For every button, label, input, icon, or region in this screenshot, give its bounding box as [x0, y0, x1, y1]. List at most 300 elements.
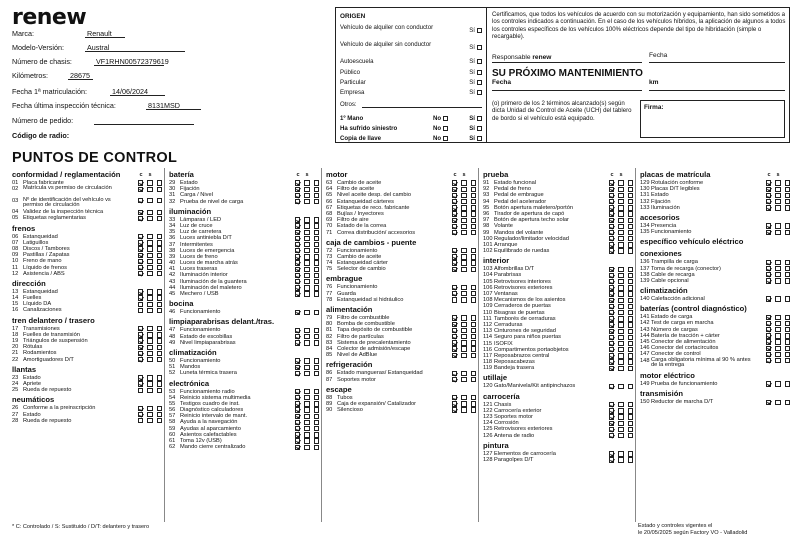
controlled-checkbox[interactable] — [138, 326, 143, 331]
extra-checkbox[interactable] — [628, 291, 633, 296]
substituted-checkbox[interactable] — [461, 322, 466, 327]
extra-checkbox[interactable] — [628, 193, 633, 198]
substituted-checkbox[interactable] — [461, 218, 466, 223]
controlled-checkbox[interactable] — [609, 310, 614, 315]
substituted-checkbox[interactable] — [775, 205, 780, 210]
substituted-checkbox[interactable] — [618, 433, 623, 438]
controlled-checkbox[interactable] — [609, 414, 614, 419]
extra-checkbox[interactable] — [471, 353, 476, 358]
controlled-checkbox[interactable] — [609, 291, 614, 296]
checkbox[interactable] — [477, 80, 482, 85]
controlled-checkbox[interactable] — [452, 322, 457, 327]
controlled-checkbox[interactable] — [766, 315, 771, 320]
extra-checkbox[interactable] — [314, 358, 319, 363]
origin-yes-option[interactable]: Sí — [469, 44, 482, 51]
controlled-checkbox[interactable] — [138, 187, 143, 192]
substituted-checkbox[interactable] — [147, 418, 152, 423]
extra-checkbox[interactable] — [314, 334, 319, 339]
substituted-checkbox[interactable] — [304, 285, 309, 290]
extra-checkbox[interactable] — [314, 242, 319, 247]
substituted-checkbox[interactable] — [461, 248, 466, 253]
controlled-checkbox[interactable] — [609, 236, 614, 241]
substituted-checkbox[interactable] — [461, 340, 466, 345]
extra-checkbox[interactable] — [314, 254, 319, 259]
controlled-checkbox[interactable] — [766, 327, 771, 332]
controlled-checkbox[interactable] — [138, 375, 143, 380]
extra-checkbox[interactable] — [785, 352, 790, 357]
substituted-checkbox[interactable] — [618, 273, 623, 278]
controlled-checkbox[interactable] — [295, 279, 300, 284]
extra-checkbox[interactable] — [471, 395, 476, 400]
no-option[interactable]: No — [433, 125, 448, 132]
substituted-checkbox[interactable] — [147, 302, 152, 307]
controlled-checkbox[interactable] — [295, 371, 300, 376]
extra-checkbox[interactable] — [471, 328, 476, 333]
extra-checkbox[interactable] — [785, 327, 790, 332]
substituted-checkbox[interactable] — [461, 346, 466, 351]
substituted-checkbox[interactable] — [304, 279, 309, 284]
controlled-checkbox[interactable] — [138, 295, 143, 300]
controlled-checkbox[interactable] — [609, 211, 614, 216]
controlled-checkbox[interactable] — [138, 381, 143, 386]
substituted-checkbox[interactable] — [147, 375, 152, 380]
controlled-checkbox[interactable] — [766, 260, 771, 265]
substituted-checkbox[interactable] — [461, 199, 466, 204]
extra-checkbox[interactable] — [785, 230, 790, 235]
substituted-checkbox[interactable] — [304, 273, 309, 278]
extra-checkbox[interactable] — [157, 326, 162, 331]
extra-checkbox[interactable] — [157, 265, 162, 270]
extra-checkbox[interactable] — [314, 260, 319, 265]
checkbox[interactable] — [477, 28, 482, 33]
substituted-checkbox[interactable] — [775, 278, 780, 283]
extra-checkbox[interactable] — [785, 266, 790, 271]
substituted-checkbox[interactable] — [461, 353, 466, 358]
substituted-checkbox[interactable] — [775, 333, 780, 338]
substituted-checkbox[interactable] — [775, 327, 780, 332]
controlled-checkbox[interactable] — [295, 187, 300, 192]
extra-checkbox[interactable] — [471, 315, 476, 320]
controlled-checkbox[interactable] — [138, 259, 143, 264]
extra-checkbox[interactable] — [157, 271, 162, 276]
controlled-checkbox[interactable] — [138, 289, 143, 294]
extra-checkbox[interactable] — [785, 205, 790, 210]
extra-checkbox[interactable] — [157, 381, 162, 386]
controlled-checkbox[interactable] — [138, 302, 143, 307]
substituted-checkbox[interactable] — [618, 304, 623, 309]
field-value[interactable]: Renault — [87, 29, 112, 38]
extra-checkbox[interactable] — [471, 230, 476, 235]
controlled-checkbox[interactable] — [138, 265, 143, 270]
controlled-checkbox[interactable] — [295, 217, 300, 222]
controlled-checkbox[interactable] — [609, 421, 614, 426]
extra-checkbox[interactable] — [314, 432, 319, 437]
controlled-checkbox[interactable] — [609, 304, 614, 309]
controlled-checkbox[interactable] — [609, 273, 614, 278]
substituted-checkbox[interactable] — [304, 236, 309, 241]
substituted-checkbox[interactable] — [304, 334, 309, 339]
substituted-checkbox[interactable] — [147, 259, 152, 264]
extra-checkbox[interactable] — [785, 315, 790, 320]
extra-checkbox[interactable] — [628, 199, 633, 204]
substituted-checkbox[interactable] — [461, 291, 466, 296]
controlled-checkbox[interactable] — [766, 278, 771, 283]
substituted-checkbox[interactable] — [461, 193, 466, 198]
field-value[interactable]: 14/06/2024 — [112, 87, 148, 96]
controlled-checkbox[interactable] — [609, 359, 614, 364]
controlled-checkbox[interactable] — [609, 427, 614, 432]
substituted-checkbox[interactable] — [147, 253, 152, 258]
controlled-checkbox[interactable] — [295, 365, 300, 370]
checkbox[interactable] — [477, 45, 482, 50]
extra-checkbox[interactable] — [471, 377, 476, 382]
field-value[interactable]: VF1RHN00572379619 — [96, 57, 169, 66]
extra-checkbox[interactable] — [157, 375, 162, 380]
extra-checkbox[interactable] — [628, 205, 633, 210]
substituted-checkbox[interactable] — [147, 406, 152, 411]
substituted-checkbox[interactable] — [618, 341, 623, 346]
extra-checkbox[interactable] — [785, 381, 790, 386]
controlled-checkbox[interactable] — [452, 187, 457, 192]
checkbox[interactable] — [477, 136, 482, 141]
controlled-checkbox[interactable] — [295, 223, 300, 228]
substituted-checkbox[interactable] — [618, 285, 623, 290]
extra-checkbox[interactable] — [628, 211, 633, 216]
substituted-checkbox[interactable] — [304, 328, 309, 333]
substituted-checkbox[interactable] — [461, 260, 466, 265]
controlled-checkbox[interactable] — [452, 377, 457, 382]
substituted-checkbox[interactable] — [775, 260, 780, 265]
origin-yes-option[interactable]: Sí — [469, 69, 482, 76]
extra-checkbox[interactable] — [314, 267, 319, 272]
substituted-checkbox[interactable] — [304, 267, 309, 272]
extra-checkbox[interactable] — [157, 345, 162, 350]
substituted-checkbox[interactable] — [147, 216, 152, 221]
extra-checkbox[interactable] — [314, 371, 319, 376]
controlled-checkbox[interactable] — [295, 420, 300, 425]
substituted-checkbox[interactable] — [147, 246, 152, 251]
substituted-checkbox[interactable] — [618, 316, 623, 321]
controlled-checkbox[interactable] — [609, 402, 614, 407]
substituted-checkbox[interactable] — [304, 340, 309, 345]
controlled-checkbox[interactable] — [609, 408, 614, 413]
controlled-checkbox[interactable] — [452, 267, 457, 272]
extra-checkbox[interactable] — [785, 339, 790, 344]
extra-checkbox[interactable] — [471, 407, 476, 412]
controlled-checkbox[interactable] — [295, 285, 300, 290]
controlled-checkbox[interactable] — [295, 389, 300, 394]
extra-checkbox[interactable] — [785, 400, 790, 405]
controlled-checkbox[interactable] — [295, 267, 300, 272]
controlled-checkbox[interactable] — [138, 418, 143, 423]
checkbox[interactable] — [443, 116, 448, 121]
extra-checkbox[interactable] — [314, 445, 319, 450]
extra-checkbox[interactable] — [628, 457, 633, 462]
extra-checkbox[interactable] — [628, 224, 633, 229]
extra-checkbox[interactable] — [471, 297, 476, 302]
controlled-checkbox[interactable] — [452, 248, 457, 253]
extra-checkbox[interactable] — [785, 272, 790, 277]
controlled-checkbox[interactable] — [609, 451, 614, 456]
substituted-checkbox[interactable] — [618, 408, 623, 413]
substituted-checkbox[interactable] — [147, 295, 152, 300]
substituted-checkbox[interactable] — [775, 358, 780, 363]
extra-checkbox[interactable] — [157, 198, 162, 203]
extra-checkbox[interactable] — [628, 279, 633, 284]
controlled-checkbox[interactable] — [138, 357, 143, 362]
substituted-checkbox[interactable] — [461, 187, 466, 192]
extra-checkbox[interactable] — [314, 180, 319, 185]
origin-yes-option[interactable]: Sí — [469, 27, 482, 34]
substituted-checkbox[interactable] — [147, 338, 152, 343]
extra-checkbox[interactable] — [471, 205, 476, 210]
extra-checkbox[interactable] — [785, 199, 790, 204]
extra-checkbox[interactable] — [157, 338, 162, 343]
controlled-checkbox[interactable] — [452, 315, 457, 320]
substituted-checkbox[interactable] — [775, 296, 780, 301]
controlled-checkbox[interactable] — [138, 351, 143, 356]
substituted-checkbox[interactable] — [147, 210, 152, 215]
extra-checkbox[interactable] — [471, 340, 476, 345]
controlled-checkbox[interactable] — [609, 224, 614, 229]
extra-checkbox[interactable] — [314, 285, 319, 290]
controlled-checkbox[interactable] — [295, 199, 300, 204]
controlled-checkbox[interactable] — [295, 407, 300, 412]
yes-option[interactable]: Sí — [469, 135, 482, 142]
checkbox[interactable] — [477, 70, 482, 75]
extra-checkbox[interactable] — [314, 438, 319, 443]
controlled-checkbox[interactable] — [766, 180, 771, 185]
controlled-checkbox[interactable] — [609, 341, 614, 346]
controlled-checkbox[interactable] — [609, 218, 614, 223]
substituted-checkbox[interactable] — [775, 187, 780, 192]
extra-checkbox[interactable] — [628, 335, 633, 340]
controlled-checkbox[interactable] — [295, 236, 300, 241]
extra-checkbox[interactable] — [314, 310, 319, 315]
extra-checkbox[interactable] — [157, 406, 162, 411]
controlled-checkbox[interactable] — [452, 328, 457, 333]
substituted-checkbox[interactable] — [775, 400, 780, 405]
extra-checkbox[interactable] — [628, 285, 633, 290]
extra-checkbox[interactable] — [471, 371, 476, 376]
controlled-checkbox[interactable] — [295, 340, 300, 345]
substituted-checkbox[interactable] — [304, 395, 309, 400]
substituted-checkbox[interactable] — [304, 223, 309, 228]
controlled-checkbox[interactable] — [609, 285, 614, 290]
controlled-checkbox[interactable] — [138, 216, 143, 221]
substituted-checkbox[interactable] — [304, 187, 309, 192]
extra-checkbox[interactable] — [314, 193, 319, 198]
substituted-checkbox[interactable] — [618, 218, 623, 223]
controlled-checkbox[interactable] — [766, 321, 771, 326]
controlled-checkbox[interactable] — [295, 445, 300, 450]
extra-checkbox[interactable] — [785, 358, 790, 363]
controlled-checkbox[interactable] — [452, 211, 457, 216]
extra-checkbox[interactable] — [157, 210, 162, 215]
extra-checkbox[interactable] — [314, 365, 319, 370]
substituted-checkbox[interactable] — [618, 347, 623, 352]
extra-checkbox[interactable] — [314, 279, 319, 284]
substituted-checkbox[interactable] — [304, 420, 309, 425]
substituted-checkbox[interactable] — [147, 198, 152, 203]
extra-checkbox[interactable] — [471, 193, 476, 198]
controlled-checkbox[interactable] — [138, 198, 143, 203]
extra-checkbox[interactable] — [785, 260, 790, 265]
extra-checkbox[interactable] — [471, 260, 476, 265]
extra-checkbox[interactable] — [628, 236, 633, 241]
extra-checkbox[interactable] — [157, 234, 162, 239]
extra-checkbox[interactable] — [471, 254, 476, 259]
extra-checkbox[interactable] — [314, 328, 319, 333]
extra-checkbox[interactable] — [471, 199, 476, 204]
controlled-checkbox[interactable] — [609, 242, 614, 247]
substituted-checkbox[interactable] — [461, 297, 466, 302]
extra-checkbox[interactable] — [628, 316, 633, 321]
substituted-checkbox[interactable] — [147, 240, 152, 245]
controlled-checkbox[interactable] — [452, 224, 457, 229]
substituted-checkbox[interactable] — [775, 352, 780, 357]
substituted-checkbox[interactable] — [618, 421, 623, 426]
substituted-checkbox[interactable] — [618, 310, 623, 315]
substituted-checkbox[interactable] — [775, 266, 780, 271]
controlled-checkbox[interactable] — [452, 193, 457, 198]
controlled-checkbox[interactable] — [609, 279, 614, 284]
controlled-checkbox[interactable] — [609, 366, 614, 371]
controlled-checkbox[interactable] — [452, 395, 457, 400]
substituted-checkbox[interactable] — [618, 402, 623, 407]
substituted-checkbox[interactable] — [618, 205, 623, 210]
controlled-checkbox[interactable] — [295, 438, 300, 443]
substituted-checkbox[interactable] — [304, 445, 309, 450]
field-value[interactable]: 28675 — [70, 71, 90, 80]
extra-checkbox[interactable] — [314, 248, 319, 253]
substituted-checkbox[interactable] — [775, 339, 780, 344]
controlled-checkbox[interactable] — [452, 401, 457, 406]
substituted-checkbox[interactable] — [147, 289, 152, 294]
extra-checkbox[interactable] — [628, 402, 633, 407]
extra-checkbox[interactable] — [471, 187, 476, 192]
no-option[interactable]: No — [433, 115, 448, 122]
substituted-checkbox[interactable] — [304, 407, 309, 412]
extra-checkbox[interactable] — [314, 199, 319, 204]
controlled-checkbox[interactable] — [452, 230, 457, 235]
substituted-checkbox[interactable] — [618, 279, 623, 284]
substituted-checkbox[interactable] — [147, 187, 152, 192]
substituted-checkbox[interactable] — [618, 414, 623, 419]
extra-checkbox[interactable] — [471, 211, 476, 216]
substituted-checkbox[interactable] — [147, 351, 152, 356]
substituted-checkbox[interactable] — [461, 224, 466, 229]
substituted-checkbox[interactable] — [618, 298, 623, 303]
substituted-checkbox[interactable] — [775, 381, 780, 386]
controlled-checkbox[interactable] — [609, 322, 614, 327]
extra-checkbox[interactable] — [628, 359, 633, 364]
extra-checkbox[interactable] — [628, 408, 633, 413]
extra-checkbox[interactable] — [471, 267, 476, 272]
extra-checkbox[interactable] — [157, 246, 162, 251]
extra-checkbox[interactable] — [314, 420, 319, 425]
substituted-checkbox[interactable] — [304, 438, 309, 443]
substituted-checkbox[interactable] — [618, 322, 623, 327]
substituted-checkbox[interactable] — [304, 310, 309, 315]
substituted-checkbox[interactable] — [304, 365, 309, 370]
controlled-checkbox[interactable] — [452, 346, 457, 351]
substituted-checkbox[interactable] — [618, 248, 623, 253]
controlled-checkbox[interactable] — [766, 230, 771, 235]
controlled-checkbox[interactable] — [609, 335, 614, 340]
extra-checkbox[interactable] — [785, 278, 790, 283]
extra-checkbox[interactable] — [628, 310, 633, 315]
substituted-checkbox[interactable] — [461, 205, 466, 210]
controlled-checkbox[interactable] — [766, 400, 771, 405]
no-option[interactable]: No — [433, 135, 448, 142]
extra-checkbox[interactable] — [471, 291, 476, 296]
controlled-checkbox[interactable] — [766, 205, 771, 210]
substituted-checkbox[interactable] — [304, 180, 309, 185]
substituted-checkbox[interactable] — [147, 381, 152, 386]
controlled-checkbox[interactable] — [295, 334, 300, 339]
controlled-checkbox[interactable] — [609, 316, 614, 321]
extra-checkbox[interactable] — [628, 341, 633, 346]
extra-checkbox[interactable] — [314, 414, 319, 419]
controlled-checkbox[interactable] — [295, 414, 300, 419]
substituted-checkbox[interactable] — [618, 457, 623, 462]
controlled-checkbox[interactable] — [295, 248, 300, 253]
controlled-checkbox[interactable] — [452, 340, 457, 345]
substituted-checkbox[interactable] — [461, 230, 466, 235]
substituted-checkbox[interactable] — [775, 199, 780, 204]
extra-checkbox[interactable] — [628, 414, 633, 419]
controlled-checkbox[interactable] — [295, 328, 300, 333]
controlled-checkbox[interactable] — [295, 310, 300, 315]
controlled-checkbox[interactable] — [766, 187, 771, 192]
extra-checkbox[interactable] — [314, 407, 319, 412]
substituted-checkbox[interactable] — [618, 359, 623, 364]
controlled-checkbox[interactable] — [295, 395, 300, 400]
substituted-checkbox[interactable] — [461, 254, 466, 259]
extra-checkbox[interactable] — [628, 242, 633, 247]
extra-checkbox[interactable] — [157, 332, 162, 337]
substituted-checkbox[interactable] — [618, 224, 623, 229]
substituted-checkbox[interactable] — [618, 427, 623, 432]
controlled-checkbox[interactable] — [609, 457, 614, 462]
controlled-checkbox[interactable] — [766, 193, 771, 198]
extra-checkbox[interactable] — [785, 346, 790, 351]
substituted-checkbox[interactable] — [775, 230, 780, 235]
substituted-checkbox[interactable] — [147, 234, 152, 239]
controlled-checkbox[interactable] — [295, 401, 300, 406]
extra-checkbox[interactable] — [628, 273, 633, 278]
controlled-checkbox[interactable] — [138, 253, 143, 258]
checkbox[interactable] — [477, 90, 482, 95]
substituted-checkbox[interactable] — [304, 242, 309, 247]
extra-checkbox[interactable] — [628, 180, 633, 185]
substituted-checkbox[interactable] — [304, 217, 309, 222]
extra-checkbox[interactable] — [628, 218, 633, 223]
controlled-checkbox[interactable] — [295, 358, 300, 363]
extra-checkbox[interactable] — [314, 187, 319, 192]
checkbox[interactable] — [477, 126, 482, 131]
extra-checkbox[interactable] — [628, 353, 633, 358]
substituted-checkbox[interactable] — [461, 285, 466, 290]
controlled-checkbox[interactable] — [452, 260, 457, 265]
substituted-checkbox[interactable] — [775, 223, 780, 228]
controlled-checkbox[interactable] — [138, 271, 143, 276]
substituted-checkbox[interactable] — [618, 267, 623, 272]
substituted-checkbox[interactable] — [461, 401, 466, 406]
extra-checkbox[interactable] — [314, 426, 319, 431]
substituted-checkbox[interactable] — [147, 308, 152, 313]
